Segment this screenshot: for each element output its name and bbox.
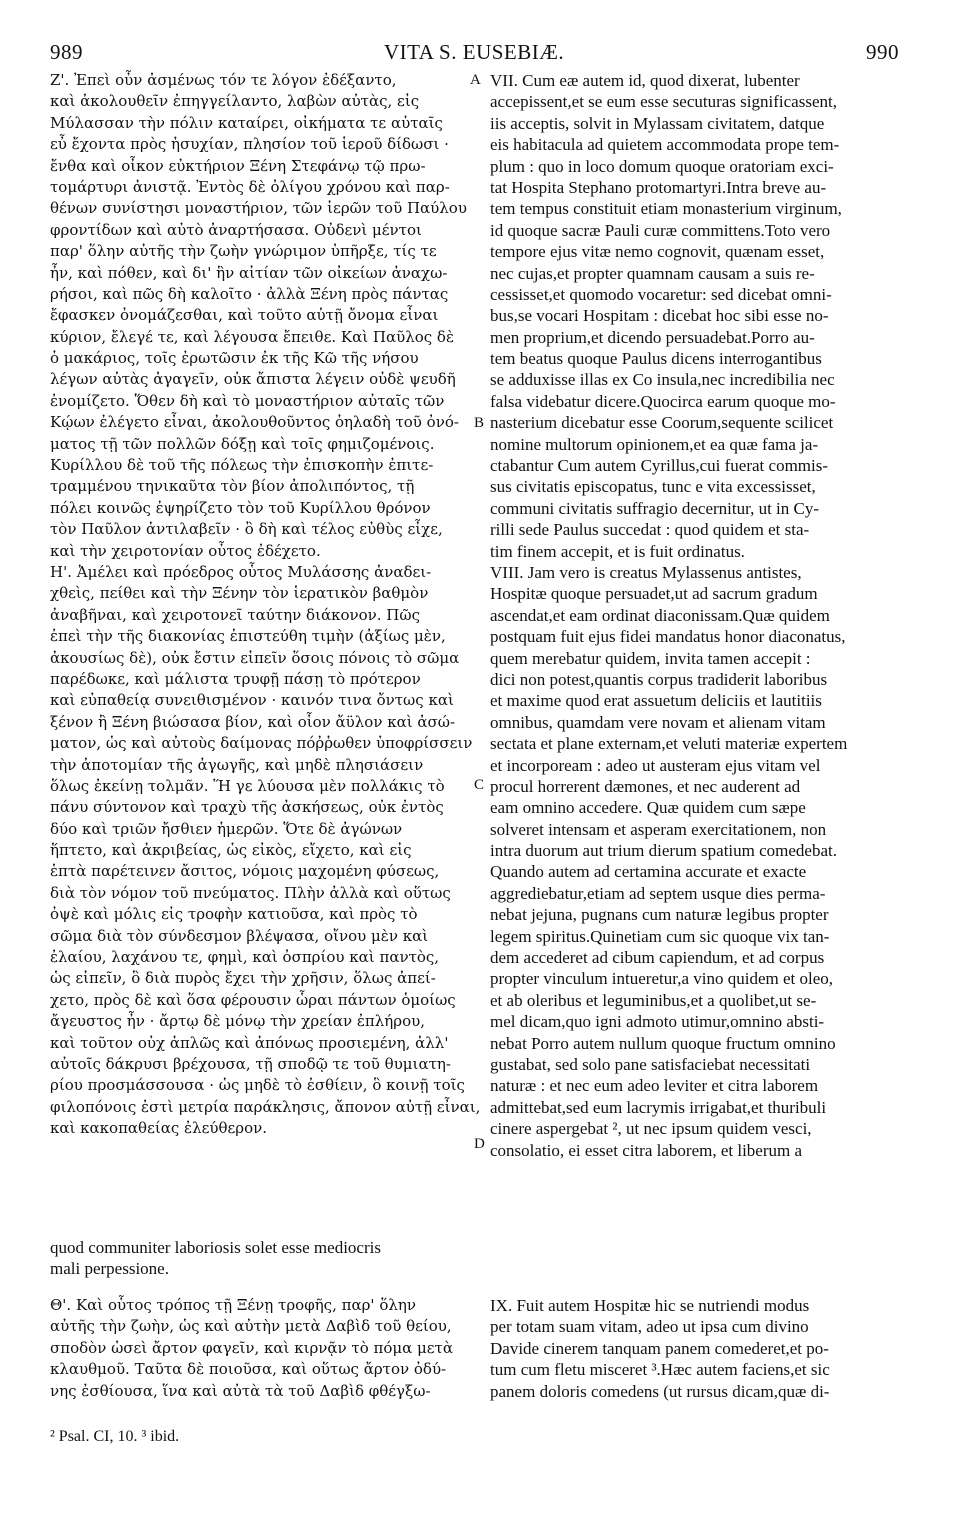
latin-text-line: nomine multorum opinionem,et ea quæ fama ja-: [490, 434, 819, 454]
greek-column: [50, 70, 485, 1140]
latin-text-line: men proprium,et dicendo persuadebat.Porro au-: [490, 327, 815, 347]
greek-text-line: ἔφασκεν ὀνομάζεσθαι, καὶ τοῦτο αὐτῇ ὄνομα εἶναι: [50, 306, 439, 325]
greek-text-line: νης ἐσθίουσα, ἵνα καὶ αὐτὰ τὰ τοῦ Δαβὶδ φθέγξω-: [50, 1381, 431, 1400]
greek-text-line: ρίου προσμάσσουσα · ὡς μηδὲ τὸ ἐσθίειν, ὃ κοινῇ τοῖς: [50, 1076, 465, 1095]
latin-text-line: mel dicam,quo igni admoto utimur,omnino absti-: [490, 1012, 825, 1032]
greek-text-line: εὖ ἔχοντα πρὸς ἡσυχίαν, πλησίον τοῦ ἱεροῦ δίδωσι ·: [50, 135, 449, 154]
latin-text-line: tempore ejus vitæ nemo cognovit, quænam esset,: [490, 242, 825, 262]
latin-text-line: tem beatus quoque Paulus dicens interrogantibus: [490, 349, 822, 369]
greek-text-line: ἐπεὶ τὴν τῆς διακονίας ἐπιστεύθη τιμὴν (ἀξίως μὲν,: [50, 627, 446, 646]
latin-text-line: bus,se vocari Hospitam : dicebat hoc sibi esse no-: [490, 306, 829, 326]
latin-text-line: cessisset,et quomodo vocaretur: sed dicebat omni-: [490, 284, 832, 304]
latin-text-line: Hospitæ quoque persuadet,ut ad sacrum gradum: [490, 584, 818, 604]
latin-text-line: iis acceptis, solvit in Mylassam civitatem, datque: [490, 113, 825, 133]
latin-text-line: eam omnino accedere. Quæ quidem cum sæpe: [490, 798, 806, 818]
footnotes: ² Psal. CI, 10. ³ ibid.: [50, 1428, 180, 1445]
latin-text-line: et ab oleribus et leguminibus,et a quolibet,ut se-: [490, 990, 817, 1010]
column-number-right: 990: [866, 40, 899, 64]
latin-text-line: tat Hospita Stephano protomartyri.Intra breve au-: [490, 177, 827, 197]
latin-text-line: eis habitacula ad quietem accommodata prope tem-: [490, 135, 840, 155]
greek-text-line: ὁ μακάριος, τοῖς ἐρωτῶσιν ἐκ τῆς Κῶ τῆς νήσου: [50, 349, 419, 368]
greek-text-line: Ζ'. Ἐπεὶ οὖν ἀσμένως τόν τε λόγον ἐδέξαντο,: [50, 71, 397, 89]
latin-text-line: tum cum fletu misceret ³.Hæc autem faciens,et sic: [490, 1360, 830, 1380]
latin-text-line: communi civitatis suffragio decernitur, ut in Cy-: [490, 498, 820, 518]
greek-text-line: δύο καὶ τριῶν ἤσθιεν ἡμερῶν. Ὅτε δὲ ἀγώνων: [50, 819, 403, 838]
greek-text-line: ἥπτετο, καὶ ἀκριβείας, ὡς εἰκὸς, εἴχετο, καὶ εἰς: [50, 841, 412, 860]
greek-text-line: Κυρίλλου δὲ τοῦ τῆς πόλεως τὴν ἐπισκοπὴν ἐπιτε-: [50, 456, 434, 475]
greek-text-line: ἄγευστος ἦν · ἄρτῳ δὲ μόνῳ τὴν χρείαν ἐπλήρου,: [50, 1012, 426, 1031]
greek-text-line: τραμμένου τηνικαῦτα τὸν βίον ἀπολιπόντος, τῇ: [50, 477, 415, 496]
latin-text-line: rilli sede Paulus succedat : quod quidem et sta-: [490, 520, 810, 540]
greek-text-line: ἑπτὰ παρέτεινεν ἄσιτος, νόμοις μαχομένη φύσεως,: [50, 862, 440, 881]
latin-text-line: plum : quo in loco domum quoque oratoriam exci-: [490, 156, 834, 176]
latin-text-line: Quando autem ad certamina accurate et exacte: [490, 862, 807, 882]
greek-text-line: τομάρτυρι ἀνιστᾷ. Ἐντὸς δὲ ὀλίγου χρόνου καὶ παρ-: [50, 177, 450, 196]
greek-text-line: ματος τῇ τῶν πολλῶν δόξῃ καὶ τοῖς φημιζομένοις.: [50, 434, 435, 453]
greek-text-line: καὶ τὴν χειροτονίαν οὗτος ἐδέχετο.: [50, 541, 321, 560]
latin-text-line: postquam fuit ejus fidei mandatus honor diaconatus,: [490, 627, 846, 647]
greek-text-line: πάνυ σύντονον καὶ τραχὺ τῆς ἀσκήσεως, οὐκ ἐντὸς: [50, 798, 444, 817]
greek-text-line: κλαυθμοῦ. Ταῦτα δὲ ποιοῦσα, καὶ οὕτως ἄρτον ὀδύ-: [50, 1360, 447, 1379]
greek-text-line: ὡς εἰπεῖν, ὃ διὰ πυρὸς ἔχει τὴν χρῆσιν, ὅλως ἀπεί-: [50, 969, 436, 988]
greek-text-line: χθεὶς, πείθει καὶ τὴν Ξένην τὸν ἱερατικὸν βαθμὸν: [50, 584, 429, 603]
greek-text-line: καὶ ἀκολουθεῖν ἐπηγγείλαντο, λαβὼν αὐτὰς, εἰς: [50, 92, 420, 111]
latin-text-line: sus civitatis episcopatus, tunc e vita excessisset,: [490, 477, 816, 497]
latin-column: [490, 70, 922, 1161]
latin-text-line: cinere aspergebat ², ut nec ipsum quidem vesci,: [490, 1119, 812, 1139]
greek-text-line: ὅλως ἐκείνῃ τολμᾶν. Ἥ γε λύουσα μὲν πολλάκις τὸ: [50, 776, 445, 795]
latin-text-line: procul horrerent dæmones, et nec auderent ad: [490, 776, 801, 796]
greek-text-line: τὸν Παῦλον ἀντιλαβεῖν · ὃ δὴ καὶ τέλος εὐθὺς εἶχε,: [50, 520, 443, 539]
latin-text-line: consolatio, ei esset citra laborem, et liberum a: [490, 1140, 803, 1160]
latin-text-line: naturæ : et nec eum adeo leviter et citra laborem: [490, 1076, 819, 1096]
margin-marker-c: C: [474, 777, 485, 793]
latin-text-line: Davide cinerem tanquam panem comederet,et po-: [490, 1338, 829, 1358]
greek-text-line: ὀψὲ καὶ μόλις εἰς τροφὴν κατιοῦσα, καὶ πρὸς τὸ: [50, 905, 418, 924]
latin-carryover-left: [50, 1237, 490, 1280]
latin-text-line: falsa videbatur dicere.Quocirca earum quoque mo-: [490, 391, 836, 411]
latin-text-line: quem merebatur quidem, invita tamen accepit :: [490, 648, 811, 668]
greek-text-line: πόλει κοινῶς ἐψηρίζετο τὸν τοῦ Κυρίλλου θρόνον: [50, 498, 431, 517]
latin-text-line: id quoque sacræ Pauli curæ committens.Toto vero: [490, 220, 831, 240]
latin-text-line: et incorpoream : adeo ut austeram ejus vitam vel: [490, 755, 821, 775]
latin-text-line: et maxime quod erat assuetum deliciis et lautitiis: [490, 691, 822, 711]
latin-text-line: nebat jejuna, pugnans cum naturæ legibus propter: [490, 905, 829, 925]
margin-marker-a: A: [470, 72, 481, 88]
latin-text-line: se adduxisse illas ex Co insula,nec incredibilia nec: [490, 370, 835, 390]
greek-text-line: ἀναβῆναι, καὶ χειροτονεῖ ταύτην διάκονον. Πῶς: [50, 605, 420, 624]
latin-text-line: sectata et plane externam,et veluti materiæ expertem: [490, 734, 848, 754]
margin-marker-d: D: [474, 1136, 485, 1152]
latin-text-line: dici non potest,quantis corpus tradiderit laboribus: [490, 669, 828, 689]
greek-text-line: κύριον, ἔλεγέ τε, καὶ λέγουσα ἔπειθε. Καὶ Παῦλος δὲ: [50, 327, 454, 346]
latin-text-line: aggrediebatur,etiam ad septem usque dies perma-: [490, 883, 826, 903]
latin-text-line: per totam suam vitam, adeo ut ipsa cum divino: [490, 1317, 809, 1337]
latin-text-line: VIII. Jam vero is creatus Mylassenus antistes,: [490, 562, 802, 582]
greek-text-line: αὐτοῖς δάκρυσι βρέχουσα, τῇ σποδῷ τε τοῦ θυμιατη-: [50, 1054, 451, 1073]
latin-text-line: gustabat, sed solo pane satisfaciebat necessitati: [490, 1054, 811, 1074]
greek-text-line: διὰ τὸν νόμον τοῦ πνεύματος. Πλὴν ἀλλὰ καὶ οὕτως: [50, 883, 451, 902]
latin-text-line: tim finem accepit, et is fuit ordinatus.: [490, 541, 745, 561]
greek-text-line: ἀκουσίως δὲ), οὐκ ἔστιν εἰπεῖν ὅσοις πόνοις τὸ σῶμα: [50, 648, 460, 667]
greek-text-line: φιλοπόνοις ἐστὶ μετρία παράκλησις, ἄπονον αὐτῇ εἶναι,: [50, 1097, 481, 1116]
greek-text-line: ἐνομίζετο. Ὅθεν δὴ καὶ τὸ μοναστήριον αὐταῖς τῶν: [50, 391, 445, 410]
latin-carryover-line: quod communiter laboriosis solet esse mediocris: [50, 1238, 381, 1257]
greek-text-line: παρέδωκε, καὶ μάλιστα τρυφῇ πάσῃ τὸ πρότερον: [50, 669, 421, 688]
latin-text-line: IX. Fuit autem Hospitæ hic se nutriendi modus: [490, 1296, 810, 1315]
latin-text-line: accepissent,et se eum esse secuturas significassent,: [490, 92, 837, 112]
greek-text-line: ματον, ὡς καὶ αὐτοὺς δαίμονας πόῤῥωθεν ὑποφρίσσειν: [50, 734, 473, 753]
greek-text-line: φροντίδων καὶ αὐτὸ ἀναρτήσασα. Οὐδενὶ μέντοι: [50, 220, 422, 239]
greek-text-line: ἦν, καὶ πόθεν, καὶ δι' ἣν αἰτίαν τῶν οἰκείων ἀναχω-: [50, 263, 448, 282]
greek-text-line: καὶ κακοπαθείας ἐλεύθερον.: [50, 1119, 268, 1138]
latin-carryover-line: mali perpessione.: [50, 1259, 169, 1279]
greek-text-line: λέγων αὐτὰς ἀγαγεῖν, οὐκ ἄπιστα λέγειν οὐδὲ ψευδῆ: [50, 370, 456, 389]
latin-text-line: propter vinculum intueretur,a vino quidem et oleo,: [490, 969, 834, 989]
greek-text-line: Η'. Ἀμέλει καὶ πρόεδρος οὗτος Μυλάσσης ἀναδει-: [50, 562, 432, 581]
greek-text-line: καὶ τοῦτον οὐχ ἁπλῶς καὶ ἀπόνως προσιεμένη, ἀλλ': [50, 1033, 449, 1052]
greek-text-line: σποδὸν ὡσεὶ ἄρτον φαγεῖν, καὶ κιρνᾷν τὸ πόμα μετὰ: [50, 1338, 453, 1357]
latin-text-line: solveret intensam et asperam exercitationem, non: [490, 819, 827, 839]
greek-text-line: ρήσοι, καὶ πῶς δὴ καλοῖτο · ἀλλὰ Ξένη πρὸς πάντας: [50, 284, 449, 303]
latin-text-line: nebat Porro autem nullum quoque fructum omnino: [490, 1033, 836, 1053]
latin-text-line: ascendat,et eam ordinat diaconissam.Quæ quidem: [490, 605, 830, 625]
latin-text-line: nec cujas,et propter quamnam causam a suis re-: [490, 263, 815, 283]
greek-text-line: αὐτῆς τὴν ζωὴν, ὡς καὶ αὐτὴν μετὰ Δαβὶδ τοῦ θείου,: [50, 1317, 452, 1336]
greek-text-line: σῶμα διὰ τὸν σύνδεσμον βλέψασα, οἴνου μὲν καὶ: [50, 926, 429, 945]
greek-text-line: ἔνθα καὶ οἶκον εὐκτήριον Ξένη Στεφάνῳ τῷ πρω-: [50, 156, 426, 175]
latin-text-line: panem doloris comedens (ut rursus dicam,quæ di-: [490, 1381, 830, 1401]
greek-text-line: τὴν ἀποτομίαν τῆς ἀγωγῆς, καὶ μηδὲ πλησιάσειν: [50, 755, 424, 774]
latin-text-line: VII. Cum eæ autem id, quod dixerat, lubenter: [490, 71, 800, 90]
margin-marker-b: B: [474, 415, 485, 431]
latin-text-line: dem accederet ad cibum capiendum, et ad corpus: [490, 948, 825, 968]
greek-text-line: ἐλαίου, λαχάνου τε, φημὶ, καὶ ὀσπρίου καὶ παντὸς,: [50, 948, 440, 967]
greek-text-line: καὶ εὐπαθείᾳ συνειθισμένον · καινόν τινα ὄντως καὶ: [50, 691, 454, 710]
latin-section-ix: [490, 1295, 922, 1402]
greek-text-line: Μύλασσαν τὴν πόλιν καταίρει, οἰκήματα τε αὐταῖς: [50, 113, 443, 132]
greek-text-line: παρ' ὅλην αὐτῆς τὴν ζωὴν γνώριμον ὑπῆρξε, τίς τε: [50, 242, 437, 261]
latin-text-line: tem tempus constituit etiam monasterium virginum,: [490, 199, 842, 219]
greek-text-line: ξένον ἢ Ξένη βιώσασα βίον, καὶ οἷον ἄϋλον καὶ ἀσώ-: [50, 712, 456, 731]
greek-text-line: Κῴων ἐλέγετο εἶναι, ἀκολουθοῦντος ὁηλαδὴ τοῦ ὀνό-: [50, 413, 459, 432]
latin-text-line: nasterium dicebatur esse Coorum,sequente scilicet: [490, 413, 834, 433]
column-number-left: 989: [50, 40, 83, 64]
running-title: VITA S. EUSEBIÆ.: [384, 40, 565, 64]
greek-section-ix: [50, 1295, 482, 1402]
latin-text-line: intra duorum aut trium dierum spatium comedebat.: [490, 841, 837, 861]
greek-text-line: Θ'. Καὶ οὗτος τρόπος τῇ Ξένῃ τροφῆς, παρ' ὅλην: [50, 1296, 416, 1314]
greek-text-line: θένων συνίστησι μοναστήριον, τῶν ἱερῶν τοῦ Παύλου: [50, 199, 467, 218]
latin-text-line: admittebat,sed eum lacrymis irrigabat,et thuribuli: [490, 1097, 827, 1117]
latin-text-line: ctabantur Cum autem Cyrillus,cui fuerat commis-: [490, 456, 829, 476]
latin-text-line: omnibus, quamdam vere novam et alienam vitam: [490, 712, 826, 732]
latin-text-line: legem spiritus.Quinetiam cum sic quoque vix tan-: [490, 926, 830, 946]
greek-text-line: χετο, πρὸς δὲ καὶ ὅσα φέρουσιν ὧραι πάντων ὁμοίως: [50, 990, 456, 1009]
